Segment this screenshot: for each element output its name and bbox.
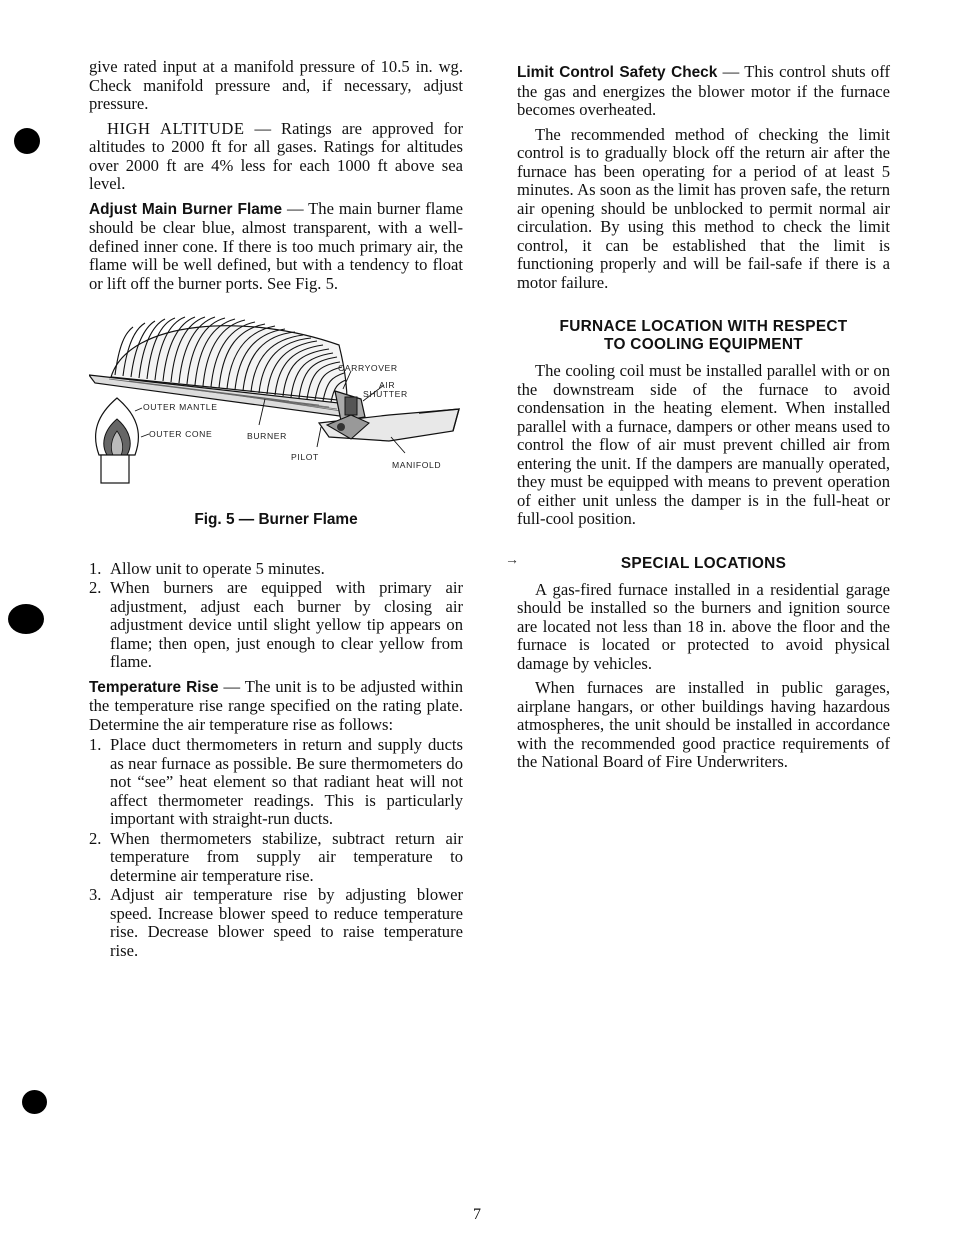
temperature-steps-list bbox=[89, 736, 463, 960]
temperature-rise-text: — The unit is to be adjusted within the temperature rise range specified on the rating plate. Determine the air temperature rise as follows: bbox=[89, 676, 463, 734]
flame-steps-list bbox=[89, 560, 463, 672]
high-altitude-label: HIGH ALTITUDE bbox=[107, 118, 245, 138]
burner-flame-paragraph bbox=[89, 200, 463, 294]
label-pilot: PILOT bbox=[291, 452, 319, 462]
cooling-heading-line-2: TO COOLING EQUIPMENT bbox=[604, 336, 803, 353]
list-item: 1. Place duct thermometers in return and supply ducts as near furnace as possible. Be sure thermometers do not “see” heat element so that radiant heat will not affect thermometer readings. This is particularly important with straight-run ducts. bbox=[89, 735, 463, 828]
label-burner: BURNER bbox=[247, 431, 287, 441]
limit-control-label: Limit Control Safety Check bbox=[517, 64, 718, 81]
special-locations-paragraph-2: When furnaces are installed in public garages, airplane hangars, or other buildings having hazardous atmospheres, the unit should be installed in accordance with the recommended good practice requirements of the National Board of Fire Underwriters. bbox=[517, 678, 890, 771]
punch-hole-top bbox=[14, 128, 40, 154]
cooling-heading bbox=[517, 318, 890, 354]
right-column bbox=[517, 63, 890, 778]
margin-arrow-icon: → bbox=[505, 553, 519, 568]
list-item: 2. When burners are equipped with primary air adjustment, adjust each burner by closing air adjustment device until slight yellow tip appears on flame; then open, just enough to clear yellow from flame. bbox=[89, 578, 463, 671]
special-locations-paragraph-1: A gas-fired furnace installed in a residential garage should be installed so the burners and ignition source are located not less than 18 in. above the floor and the furnace is located or protected to avoid physical damage by vehicles. bbox=[517, 579, 890, 673]
cooling-paragraph: The cooling coil must be installed parallel with or on the downstream side of the furnace to avoid condensation in the heating element. When installed parallel with a furnace, dampers or other means used to control the flow of air must prevent chilled air from entering the unit. If the dampers are manually operated, they must be equipped with means to prevent operation of either unit unless the damper is in the full-heat or full-cool position. bbox=[517, 361, 890, 528]
limit-method-paragraph: The recommended method of checking the limit control is to gradually block off the return air after the furnace has been operating for a period of at least 5 minutes. As soon as the limit has proven safe, the return air opening should be unblocked to permit normal air circulation. By using this method to check the limit control, it can be established that the limit is functioning properly and will be fail-safe if there is a motor failure. bbox=[517, 124, 890, 292]
label-outer-cone: OUTER CONE bbox=[149, 429, 213, 439]
label-air: AIR bbox=[379, 380, 396, 390]
label-outer-mantle: OUTER MANTLE bbox=[143, 402, 218, 412]
limit-control-text: — This control shuts off the gas and energizes the blower motor if the furnace becomes overheated. bbox=[517, 62, 890, 119]
left-column bbox=[89, 58, 463, 966]
punch-hole-bottom bbox=[22, 1090, 47, 1114]
list-item: 1. Allow unit to operate 5 minutes. bbox=[89, 558, 325, 578]
cooling-heading-line-1: FURNACE LOCATION WITH RESPECT bbox=[559, 318, 848, 335]
high-altitude-paragraph bbox=[89, 120, 463, 194]
burner-flame-text: — The main burner flame should be clear blue, almost transparent, with a well-defined inner cone. If there is too much primary air, the flame will be well defined, but with a tendency to float or lift off the burner ports. See Fig. 5. bbox=[89, 198, 463, 293]
list-item: 2. When thermometers stabilize, subtract return air temperature from supply air temperature to determine air temperature rise. bbox=[89, 828, 463, 885]
limit-control-paragraph bbox=[517, 63, 890, 120]
manifold-pressure-paragraph: give rated input at a manifold pressure of 10.5 in. wg. Check manifold pressure and, if necessary, adjust pressure. bbox=[89, 57, 463, 113]
burner-flame-figure bbox=[89, 305, 463, 505]
label-carryover: CARRYOVER bbox=[338, 363, 398, 373]
high-altitude-text: — Ratings are approved for altitudes to 2000 ft for all gases. Ratings for altitudes over 2000 ft are 4% less for each 1000 ft above sea level. bbox=[89, 118, 463, 193]
label-shutter: SHUTTER bbox=[363, 389, 408, 399]
label-manifold: MANIFOLD bbox=[392, 460, 442, 470]
burner-flame-label: Adjust Main Burner Flame bbox=[89, 200, 283, 218]
temperature-rise-paragraph bbox=[89, 678, 463, 735]
list-item: 3. Adjust air temperature rise by adjusting blower speed. Increase blower speed to reduce temperature rise. Decrease blower speed to raise temperature rise. bbox=[89, 885, 463, 960]
temperature-rise-label: Temperature Rise bbox=[89, 678, 219, 696]
punch-hole-middle bbox=[8, 604, 44, 634]
special-locations-heading: SPECIAL LOCATIONS bbox=[620, 554, 787, 572]
figure-caption: Fig. 5 — Burner Flame bbox=[194, 511, 358, 528]
page-number: 7 bbox=[473, 1206, 481, 1223]
